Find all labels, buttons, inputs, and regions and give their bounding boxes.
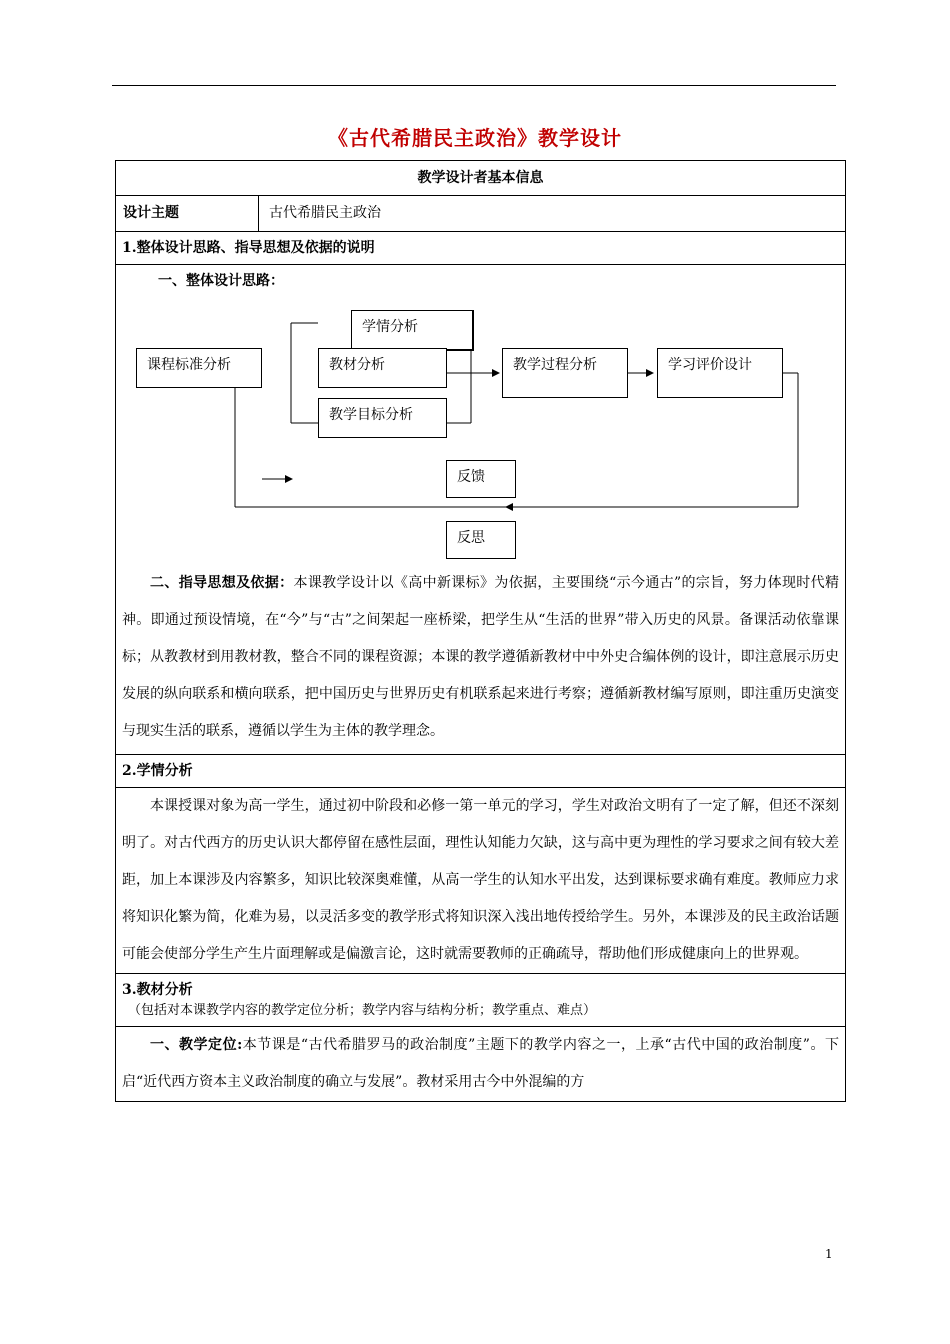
part1-label: 一、整体设计思路： [158, 273, 284, 289]
info-header: 教学设计者基本信息 [116, 161, 845, 196]
part2-text: 本课教学设计以《高中新课标》为依据，主要围绕“示今通古”的宗旨，努力体现时代精神。即通过预设情境，在“今”与“古”之间架起一座桥梁，把学生从“生活的世界”带入历史的风景。备课活动依靠课标；从教教材到用教材教，整合不同的课程资源；本课的教学遵循新教材中中外史合编体例的设计，即注意展示历史发展的纵向联系和横向联系，把中国历史与世界历史有机联系起来进行考察；遵循新教材编写原则，即注重历史演变与现实生活的联系，遵循以学生为主体的教学理念。 [122, 575, 840, 739]
flow-diagram [116, 265, 845, 565]
document-title: 《古代希腊民主政治》教学设计 [328, 126, 622, 150]
part2-paragraph [116, 565, 845, 754]
flow-connectors [116, 265, 847, 565]
header-rule [112, 85, 836, 86]
flow-box-feedback: 反馈 [446, 460, 516, 498]
section3-subheading: （包括对本课教学内容的教学定位分析；教学内容与结构分析；教学重点、难点） [128, 1003, 597, 1018]
theme-value: 古代希腊民主政治 [269, 205, 381, 221]
section1-heading: 1.整体设计思路、指导思想及依据的说明 [116, 232, 845, 265]
theme-row [116, 196, 845, 232]
section3-body [116, 1027, 845, 1101]
design-table [115, 160, 846, 1102]
flow-box-evaluation: 学习评价设计 [657, 348, 783, 398]
flow-box-student: 学情分析 [351, 310, 474, 351]
section3-part1-label: 一、教学定位: [150, 1037, 243, 1053]
section2-text: 本课授课对象为高一学生，通过初中阶段和必修一第一单元的学习，学生对政治文明有了一定了解，但还不深刻明了。对古代西方的历史认识大都停留在感性层面，理性认知能力欠缺，这与高中更为理性的学习要求之间有较大差距，加上本课涉及内容繁多，知识比较深奥难懂，从高一学生的认知水平出发，达到课标要求确有难度。教师应力求将知识化繁为简，化难为易，以灵活多变的教学形式将知识深入浅出地传授给学生。另外，本课涉及的民主政治话题可能会使部分学生产生片面理解或是偏激言论，这时就需要教师的正确疏导，帮助他们形成健康向上的世界观。 [122, 798, 839, 962]
flow-box-reflection: 反思 [446, 521, 516, 559]
section3-heading: 3.教材分析 [122, 982, 193, 998]
theme-label: 设计主题 [116, 196, 259, 231]
section3-part1-text: 本节课是“古代希腊罗马的政治制度”主题下的教学内容之一，上承“古代中国的政治制度”。下启“近代西方资本主义政治制度的确立与发展”。教材采用古今中外混编的方 [122, 1037, 839, 1090]
section3-header [116, 974, 845, 1027]
section2-heading: 2.学情分析 [116, 755, 845, 788]
section3-paragraph [116, 1027, 845, 1101]
flow-box-process: 教学过程分析 [502, 348, 628, 398]
flow-box-goal: 教学目标分析 [318, 398, 447, 438]
part2-label: 二、指导思想及依据： [150, 575, 294, 591]
flow-box-standard: 课程标准分析 [136, 348, 262, 388]
section2-body [116, 788, 845, 974]
flow-box-material: 教材分析 [318, 348, 447, 388]
section1-body [116, 265, 845, 755]
page-number: 1 [825, 1247, 833, 1261]
